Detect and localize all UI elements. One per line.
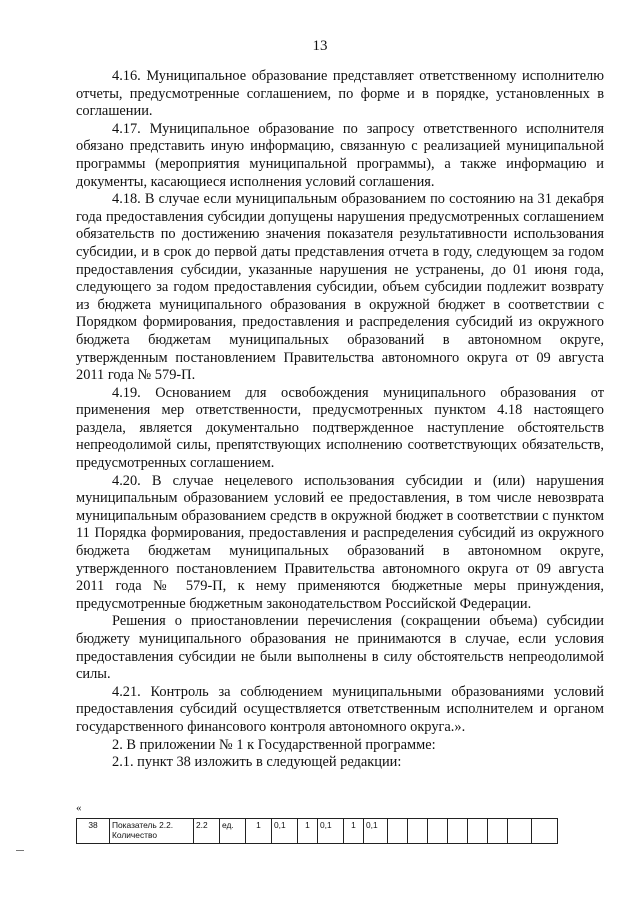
table-cell — [532, 819, 558, 844]
table-cell: 1 — [298, 819, 318, 844]
table-cell — [388, 819, 408, 844]
table-cell-indicator: Показатель 2.2. Количество — [110, 819, 194, 844]
table-cell: 0,1 — [318, 819, 344, 844]
margin-mark — [16, 850, 24, 851]
table-cell-number: 38 — [77, 819, 110, 844]
document-body — [76, 68, 604, 772]
paragraph-4-20: 4.20. В случае нецелевого использования субсидии и (или) нарушения муниципальным образованием условий ее предоставления, в том числе невозврата муниципальным образованием средств в окружной бюджет в соответствии с пунктом 11 Порядка формирования, предоставления и распределения субсидий из окружного бюджета бюджетам муниципальных образований в автономном округе, утвержденного постановлением Правительства автономного округа от 09 августа 2011 года № 579-П, к нему применяются бюджетные меры принуждения, предусмотренные бюджетным законодательством Российской Федерации. — [76, 472, 604, 612]
page-number: 13 — [312, 38, 328, 54]
opening-quote-mark: « — [76, 802, 82, 814]
paragraph-4-19: 4.19. Основанием для освобождения муниципального образования от применения мер ответственности, предусмотренных пунктом 4.18 настоящего раздела, является документально подтвержденное наступление обстоятельств непреодолимой силы, препятствующих исполнению соответствующих обязательств, предусмотренных соглашением. — [76, 384, 604, 472]
paragraph-4-17: 4.17. Муниципальное образование по запросу ответственного исполнителя обязано представить иную информацию, связанную с реализацией муниципальной программы (мероприятия муниципальной программы), а также информацию и документы, касающиеся исполнения условий соглашения. — [76, 120, 604, 190]
indicator-table — [76, 818, 558, 844]
table-cell — [468, 819, 488, 844]
paragraph-4-18: 4.18. В случае если муниципальным образованием по состоянию на 31 декабря года предоставления субсидии допущены нарушения предусмотренных соглашением обязательств по достижению значения показателя результативности использования субсидии, и в срок до первой даты представления отчета в году, следующем за годом предоставления субсидии, указанные нарушения не устранены, до 01 июня года, следующего за годом предоставления субсидии, объем субсидии подлежит возврату из бюджета муниципального образования в окружной бюджет в соответствии с Порядком формирования, предоставления и распределения субсидий из окружного бюджета бюджетам муниципальных образований в автономном округе, утвержденным постановлением Правительства автономного округа от 09 августа 2011 года № 579-П. — [76, 191, 604, 384]
table-row — [77, 819, 558, 844]
paragraph-4-16: 4.16. Муниципальное образование представляет ответственному исполнителю отчеты, предусмотренные соглашением, по форме и в порядке, установленных в соглашении. — [76, 68, 604, 120]
table-cell: 0,1 — [272, 819, 298, 844]
table-cell-code: 2.2 — [194, 819, 220, 844]
paragraph-amendment-2-1: 2.1. пункт 38 изложить в следующей редакции: — [112, 754, 402, 771]
table-cell: 1 — [344, 819, 364, 844]
paragraph-4-21: 4.21. Контроль за соблюдением муниципальными образованиями условий предоставления субсидий осуществляется ответственным исполнителем и органом государственного финансового контроля автономного округа.». — [76, 683, 604, 735]
paragraph-amendment-2: 2. В приложении № 1 к Государственной программе: — [112, 736, 436, 753]
table-cell — [448, 819, 468, 844]
table-cell: 0,1 — [364, 819, 388, 844]
table-cell-unit: ед. — [220, 819, 246, 844]
table-cell — [408, 819, 428, 844]
table-cell — [428, 819, 448, 844]
table-cell: 1 — [246, 819, 272, 844]
paragraph-decisions: Решения о приостановлении перечисления (сокращении объема) субсидии бюджету муниципального образования не принимаются в случае, если условия предоставления субсидии не были выполнены в силу обстоятельств непреодолимой силы. — [76, 613, 604, 683]
table-cell — [508, 819, 532, 844]
table-cell — [488, 819, 508, 844]
